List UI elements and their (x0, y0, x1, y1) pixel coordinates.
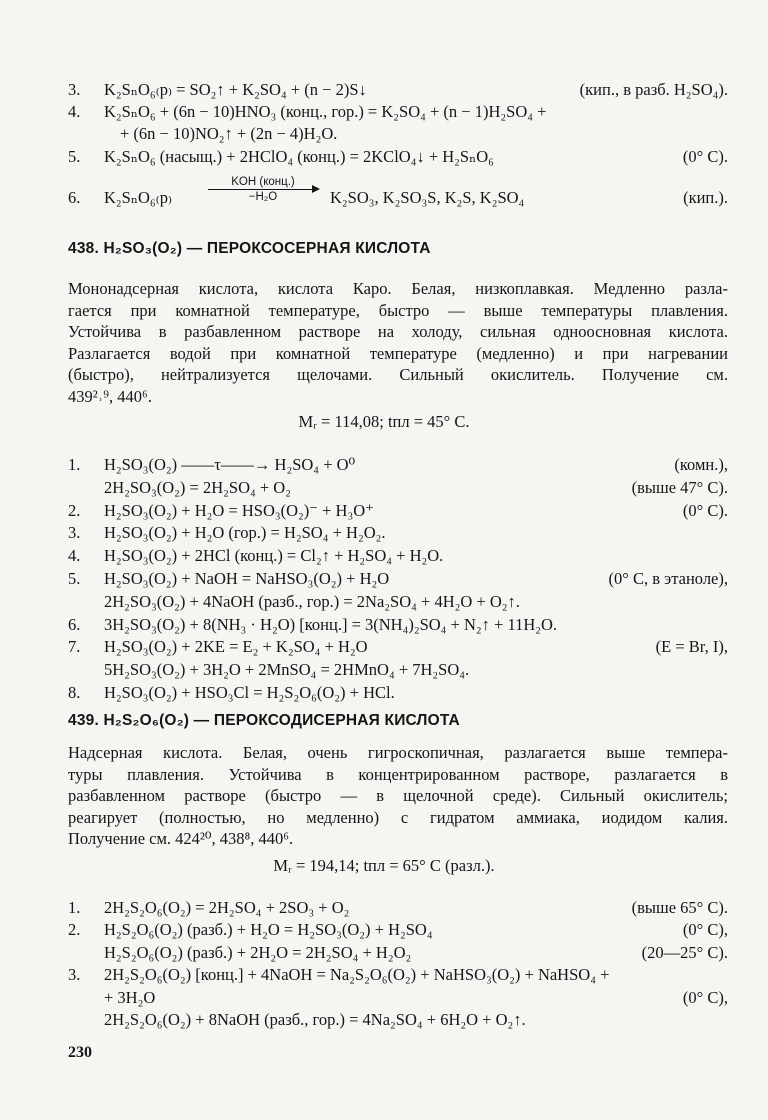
paragraph-line: туры плавления. Устойчива в концентрированном растворе, разлагается в (68, 764, 728, 784)
reaction-equation: K₂SₙO₆₍р₎ = SO₂↑ + K₂SO₄ + (n − 2)S↓ (104, 80, 367, 99)
paragraph-line: разбавленном растворе (быстро — в щелочной среде). Сильный окислитель; (68, 786, 728, 805)
reaction-condition: (0° C). (682, 147, 728, 166)
reaction-equation: K₂SₙO₆ + (6n − 10)HNO₃ (конц., гор.) = K₂SO₄ + (n − 1)H₂SO₄ + (104, 102, 547, 121)
reaction-condition: (0° C), (682, 920, 728, 940)
reaction-number: 3. (68, 80, 81, 99)
reaction-equation-continued: + (6n − 10)NO₂↑ + (2n − 4)H₂O. (120, 124, 338, 143)
arrow-label-top: KOH (конц.) (231, 176, 295, 188)
reaction-equation: H₂SO₃(O₂) + 2KE = E₂ + K₂SO₄ + H₂O (104, 637, 368, 657)
reaction-equation: 5H₂SO₃(O₂) + 3H₂O + 2MnSO₄ = 2HMnO₄ + 7H₂SO₄. (104, 660, 470, 680)
paragraph-line: Разлагается водой при комнатной температуре (медленно) и при нагревании (68, 343, 728, 363)
reaction-number: 1. (68, 455, 81, 474)
reaction-equation-right: K₂SO₃, K₂SO₃S, K₂S, K₂SO₄ (330, 188, 525, 207)
reaction-equation: 2H₂S₂O₆(O₂) [конц.] + 4NaOH = Na₂S₂O₆(O₂) + NaHSO₃(O₂) + NaHSO₄ + (104, 965, 610, 985)
paragraph-line: Мононадсерная кислота, кислота Каро. Белая, низкоплавкая. Медленно разла- (68, 279, 728, 298)
reaction-number: 8. (68, 683, 81, 702)
reaction-equation: + 3H₂O (104, 987, 156, 1007)
reaction-condition: (кип., в разб. H₂SO₄). (579, 80, 728, 99)
reaction-equation: H₂SO₃(O₂) + H₂O = HSO₃(O₂)⁻ + H₃O⁺ (104, 500, 374, 520)
reaction-equation: H₂SO₃(O₂) + NaOH = NaHSO₃(O₂) + H₂O (104, 569, 390, 588)
reaction-condition: (0° C), (682, 987, 728, 1007)
reaction-equation: H₂SO₃(O₂) + H₂O (гор.) = H₂SO₄ + H₂O₂. (104, 523, 386, 543)
paragraph-line: реагирует (полностью, но медленно) с гидратом аммиака, иодидом калия. (68, 807, 728, 827)
section-description-438 (68, 278, 728, 407)
section-heading-439: 439. H₂S₂O₆(O₂) — ПЕРОКСОДИСЕРНАЯ КИСЛОТА (68, 712, 460, 729)
reaction-number: 3. (68, 965, 81, 985)
reaction-equation: H₂SO₃(O₂) + 2HCl (конц.) = Cl₂↑ + H₂SO₄ + H₂O. (104, 546, 444, 566)
page-number: 230 (68, 1044, 92, 1061)
paragraph-line: гается при комнатной температуре, быстро — выше температуры плавления. (68, 300, 728, 320)
reaction-equation: H₂S₂O₆(O₂) (разб.) + 2H₂O = 2H₂SO₄ + H₂O₂ (104, 942, 412, 962)
paragraph-line: Надсерная кислота. Белая, очень гигроскопичная, разлагается выше темпера- (68, 743, 728, 762)
paragraph-line: (быстро), нейтрализуется щелочами. Сильный окислитель. Получение см. (68, 365, 728, 384)
reaction-equation: K₂SₙO₆ (насыщ.) + 2HClO₄ (конц.) = 2KClO₄↓ + H₂SₙO₆ (104, 147, 494, 166)
reaction-number: 5. (68, 147, 81, 166)
reaction-condition: (0° C). (682, 500, 728, 520)
paragraph-line: Устойчива в разбавленном растворе на холоду, сильная одноосновная кислота. (68, 322, 728, 341)
reaction-equation: H₂SO₃(O₂) + HSO₃Cl = H₂S₂O₆(O₂) + HCl. (104, 683, 395, 702)
reaction-condition: (выше 65° C). (631, 898, 728, 917)
reaction-number: 4. (68, 102, 81, 121)
arrow-label-bottom: −H₂O (248, 191, 278, 203)
reaction-number: 1. (68, 898, 81, 917)
reaction-condition: (20—25° C). (641, 942, 728, 962)
reaction-number: 2. (68, 500, 81, 520)
reaction-equation: 2H₂S₂O₆(O₂) + 8NaOH (разб., гор.) = 4Na₂SO₄ + 6H₂O + O₂↑. (104, 1010, 526, 1029)
reaction-arrow (208, 176, 318, 203)
reaction-number: 2. (68, 920, 81, 940)
reaction-number: 7. (68, 637, 81, 657)
physical-constants: Mᵣ = 194,14; tпл = 65° C (разл.). (273, 856, 495, 875)
reaction-number: 4. (68, 546, 81, 566)
reaction-equation: 2H₂SO₃(O₂) = 2H₂SO₄ + O₂ (104, 477, 291, 497)
reaction-number: 6. (68, 614, 81, 634)
reaction-number: 6. (68, 188, 81, 207)
reaction-condition: (E = Br, I), (655, 637, 728, 657)
reaction-equation: H₂SO₃(O₂) ——τ——→ H₂SO₄ + O⁰ (104, 455, 356, 474)
reaction-number: 5. (68, 569, 81, 588)
reaction-condition: (выше 47° C). (631, 477, 728, 497)
reaction-equation: 3H₂SO₃(O₂) + 8(NH₃ · H₂O) [конц.] = 3(NH₄)₂SO₄ + N₂↑ + 11H₂O. (104, 614, 558, 634)
reaction-condition: (комн.), (674, 455, 728, 474)
paragraph-line: Получение см. 424²⁰, 438⁸, 440⁶. (68, 829, 294, 848)
physical-constants: Mᵣ = 114,08; tпл = 45° C. (298, 412, 470, 431)
reaction-equation: 2H₂S₂O₆(O₂) = 2H₂SO₄ + 2SO₃ + O₂ (104, 898, 350, 917)
reaction-equation: 2H₂SO₃(O₂) + 4NaOH (разб., гор.) = 2Na₂SO₄ + 4H₂O + O₂↑. (104, 591, 520, 611)
reaction-condition: (кип.). (683, 188, 728, 207)
section-heading-438: 438. H₂SO₃(O₂) — ПЕРОКСОСЕРНАЯ КИСЛОТА (68, 240, 431, 257)
reaction-equation: H₂S₂O₆(O₂) (разб.) + H₂O = H₂SO₃(O₂) + H₂SO₄ (104, 920, 433, 940)
reaction-equation-left: K₂SₙO₆₍р₎ (104, 188, 173, 207)
reaction-number: 3. (68, 523, 81, 543)
arrow-shaft (208, 189, 318, 190)
section-description-439 (68, 742, 728, 850)
reaction-condition: (0° C, в этаноле), (608, 569, 728, 588)
paragraph-line: 439²˒⁹, 440⁶. (68, 386, 152, 406)
